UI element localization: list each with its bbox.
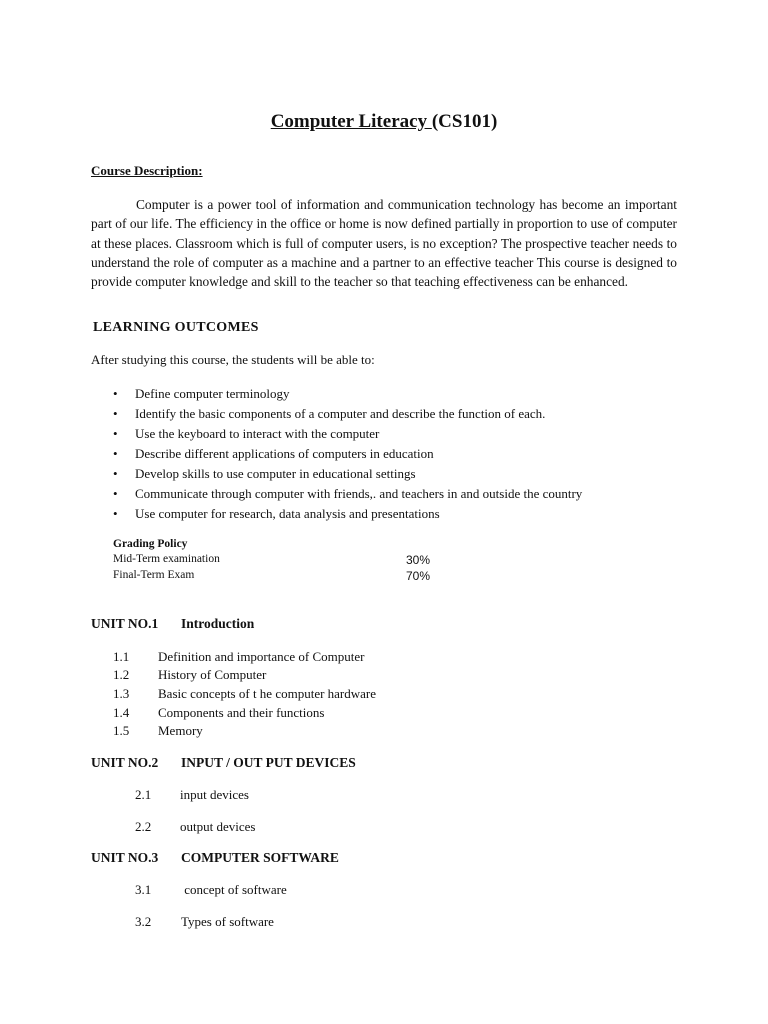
unit-1-heading bbox=[91, 616, 255, 632]
bullet-icon: • bbox=[113, 406, 118, 421]
list-item bbox=[113, 705, 324, 721]
list-item bbox=[135, 787, 249, 803]
grading-label: Final-Term Exam bbox=[113, 569, 195, 581]
list-item bbox=[113, 504, 582, 524]
learning-outcomes-intro: After studying this course, the students will be able to: bbox=[91, 352, 375, 367]
item-text: History of Computer bbox=[158, 667, 267, 682]
bullet-icon: • bbox=[113, 486, 118, 501]
list-item-text: Develop skills to use computer in educational settings bbox=[135, 466, 416, 481]
list-item bbox=[113, 404, 582, 424]
unit-number: UNIT NO.1 bbox=[91, 616, 159, 631]
list-item bbox=[135, 819, 255, 835]
list-item bbox=[113, 484, 582, 504]
list-item bbox=[113, 649, 365, 665]
item-number: 3.2 bbox=[135, 914, 152, 929]
course-description-heading: Course Description: bbox=[91, 163, 203, 178]
grading-policy-heading: Grading Policy bbox=[113, 538, 188, 550]
list-item-text: Use the keyboard to interact with the computer bbox=[135, 426, 380, 441]
list-item bbox=[113, 686, 376, 702]
grading-value: 30% bbox=[406, 553, 431, 567]
item-text: Basic concepts of t he computer hardware bbox=[158, 686, 377, 701]
page-title bbox=[0, 110, 768, 134]
item-number: 1.2 bbox=[113, 667, 130, 682]
unit-title: COMPUTER SOFTWARE bbox=[181, 850, 339, 865]
list-item-text: Describe different applications of computers in education bbox=[135, 446, 434, 461]
bullet-icon: • bbox=[113, 506, 118, 521]
list-item bbox=[113, 424, 582, 444]
course-title: Computer Literacy bbox=[270, 111, 432, 132]
item-text: output devices bbox=[180, 819, 256, 834]
item-number: 2.1 bbox=[135, 787, 152, 802]
list-item bbox=[113, 384, 582, 404]
learning-outcomes-heading: LEARNING OUTCOMES bbox=[93, 320, 259, 335]
item-number: 1.1 bbox=[113, 649, 130, 664]
grading-label: Mid-Term examination bbox=[113, 553, 220, 565]
list-item bbox=[113, 464, 582, 484]
item-number: 2.2 bbox=[135, 819, 152, 834]
list-item bbox=[135, 914, 274, 930]
unit-number: UNIT NO.2 bbox=[91, 755, 159, 770]
unit-title: INPUT / OUT PUT DEVICES bbox=[181, 755, 356, 770]
learning-outcomes-list bbox=[113, 384, 582, 524]
list-item-text: Identify the basic components of a computer and describe the function of each. bbox=[135, 406, 546, 421]
item-number: 1.5 bbox=[113, 723, 130, 738]
unit-number: UNIT NO.3 bbox=[91, 850, 159, 865]
unit-2-heading bbox=[91, 755, 356, 771]
unit-title: Introduction bbox=[181, 616, 255, 631]
list-item-text: Communicate through computer with friends,. and teachers in and outside the country bbox=[135, 486, 583, 501]
bullet-icon: • bbox=[113, 386, 118, 401]
item-text: Definition and importance of Computer bbox=[158, 649, 365, 664]
item-text: Memory bbox=[158, 723, 203, 738]
course-code: (CS101) bbox=[431, 111, 498, 132]
item-text: concept of software bbox=[181, 882, 287, 897]
item-number: 3.1 bbox=[135, 882, 152, 897]
item-text: Types of software bbox=[181, 914, 274, 929]
grading-value: 70% bbox=[406, 569, 431, 583]
grading-row-finalterm bbox=[113, 569, 443, 581]
list-item bbox=[113, 667, 266, 683]
bullet-icon: • bbox=[113, 426, 118, 441]
bullet-icon: • bbox=[113, 446, 118, 461]
item-number: 1.3 bbox=[113, 686, 130, 701]
list-item bbox=[135, 882, 287, 898]
item-number: 1.4 bbox=[113, 705, 130, 720]
grading-row-midterm bbox=[113, 553, 443, 565]
bullet-icon: • bbox=[113, 466, 118, 481]
course-description-text: Computer is a power tool of information and communication technology has become an important part of our life. The efficiency in the office or home is now defined partially in proportion to use of computer at these places. Classroom which is full of computer users, is no exception? The prospective teacher needs to understand the role of computer as a machine and a partner to an effective teacher This course is designed to provide computer knowledge and skill to the teacher so that teaching effectiveness can be enhanced. bbox=[91, 197, 677, 290]
list-item-text: Define computer terminology bbox=[135, 386, 290, 401]
list-item bbox=[113, 723, 203, 739]
unit-3-heading bbox=[91, 850, 339, 866]
item-text: input devices bbox=[180, 787, 249, 802]
item-text: Components and their functions bbox=[158, 705, 325, 720]
list-item-text: Use computer for research, data analysis and presentations bbox=[135, 506, 440, 521]
list-item bbox=[113, 444, 582, 464]
